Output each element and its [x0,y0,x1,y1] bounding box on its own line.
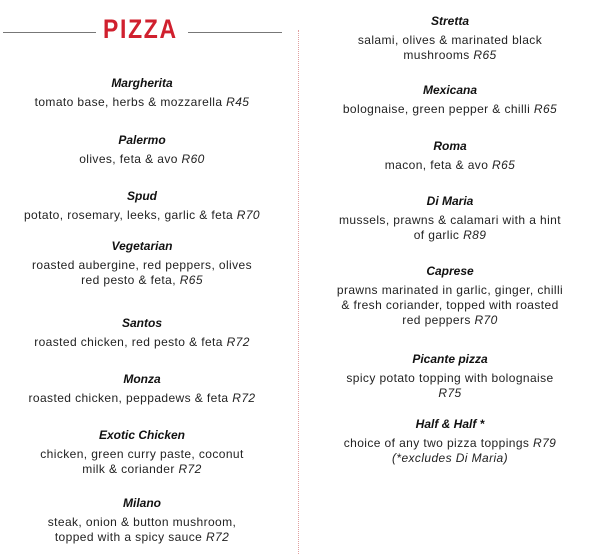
item-price: R75 [438,386,462,400]
item-price: R72 [226,335,250,349]
item-name: Spud [127,189,157,203]
item-price: R72 [205,530,230,544]
item-description: chicken, green curry paste, coconut [40,447,244,461]
item-description: roasted chicken, red pesto & feta R72 [34,335,250,349]
item-description: roasted chicken, peppadews & feta R72 [28,391,256,405]
item-description: spicy potato topping with bolognaise [346,371,554,385]
item-price: R65 [492,158,516,172]
item-description: red peppers R70 [402,313,498,327]
item-description: of garlic R89 [413,228,487,242]
item-name: Exotic Chicken [98,428,186,442]
item-name: Roma [433,139,467,153]
heading-rule-right [188,32,282,33]
item-description: macon, feta & avo R65 [384,158,516,172]
item-description: olives, feta & avo R60 [79,152,205,166]
item-name: Vegetarian [111,239,173,253]
item-name: Palermo [118,133,166,147]
item-price: R45 [226,95,250,109]
item-note: (*excludes Di Maria) [391,451,509,465]
menu-item [302,194,598,243]
menu-item [0,496,290,545]
item-name: Di Maria [426,194,474,208]
item-price: R65 [473,48,497,62]
menu-item [302,14,598,63]
menu-item [302,139,598,173]
item-price: R89 [463,228,487,242]
item-price: R70 [474,313,498,327]
item-description: mussels, prawns & calamari with a hint [339,213,561,227]
menu-item [0,428,290,477]
menu-item [0,133,290,167]
menu-item [0,189,290,223]
page-title: PIZZA [103,14,178,44]
item-description: & fresh coriander, topped with roasted [341,298,559,312]
menu-item [302,417,598,466]
item-description: roasted aubergine, red peppers, olives [32,258,252,272]
item-description: red pesto & feta, R65 [81,273,203,287]
item-name: Santos [121,316,162,330]
item-price: R60 [181,152,205,166]
item-price: R79 [533,436,557,450]
item-description: steak, onion & button mushroom, [47,515,237,529]
item-description: tomato base, herbs & mozzarella R45 [34,95,250,109]
item-description: mushrooms R65 [403,48,497,62]
item-name: Picante pizza [412,352,488,366]
item-description: potato, rosemary, leeks, garlic & feta R70 [23,208,261,222]
item-description [302,386,598,401]
item-price: R65 [533,102,558,116]
item-description: milk & coriander R72 [82,462,202,476]
heading-rule-left [3,32,96,33]
menu-item [0,239,290,288]
item-price: R65 [179,273,203,287]
item-name: Half & Half * [415,417,485,431]
menu-item [302,352,598,401]
item-name: Stretta [430,14,469,28]
item-price: R72 [178,462,202,476]
item-description: choice of any two pizza toppings R79 [343,436,557,450]
item-price: R72 [232,391,256,405]
menu-item [302,83,598,117]
item-name: Milano [123,496,161,510]
item-name: Caprese [426,264,474,278]
item-description: topped with a spicy sauce R72 [54,530,230,544]
item-description: prawns marinated in garlic, ginger, chilli [336,283,564,297]
menu-item [0,372,290,406]
item-name: Margherita [111,76,173,90]
menu-item [0,316,290,350]
item-name: Mexicana [422,83,478,97]
item-name: Monza [123,372,161,386]
column-divider [298,30,299,554]
menu-item [302,264,598,328]
item-description: bolognaise, green pepper & chilli R65 [342,102,558,116]
menu-item [0,76,290,110]
item-description: salami, olives & marinated black [357,33,543,47]
item-price: R70 [236,208,261,222]
